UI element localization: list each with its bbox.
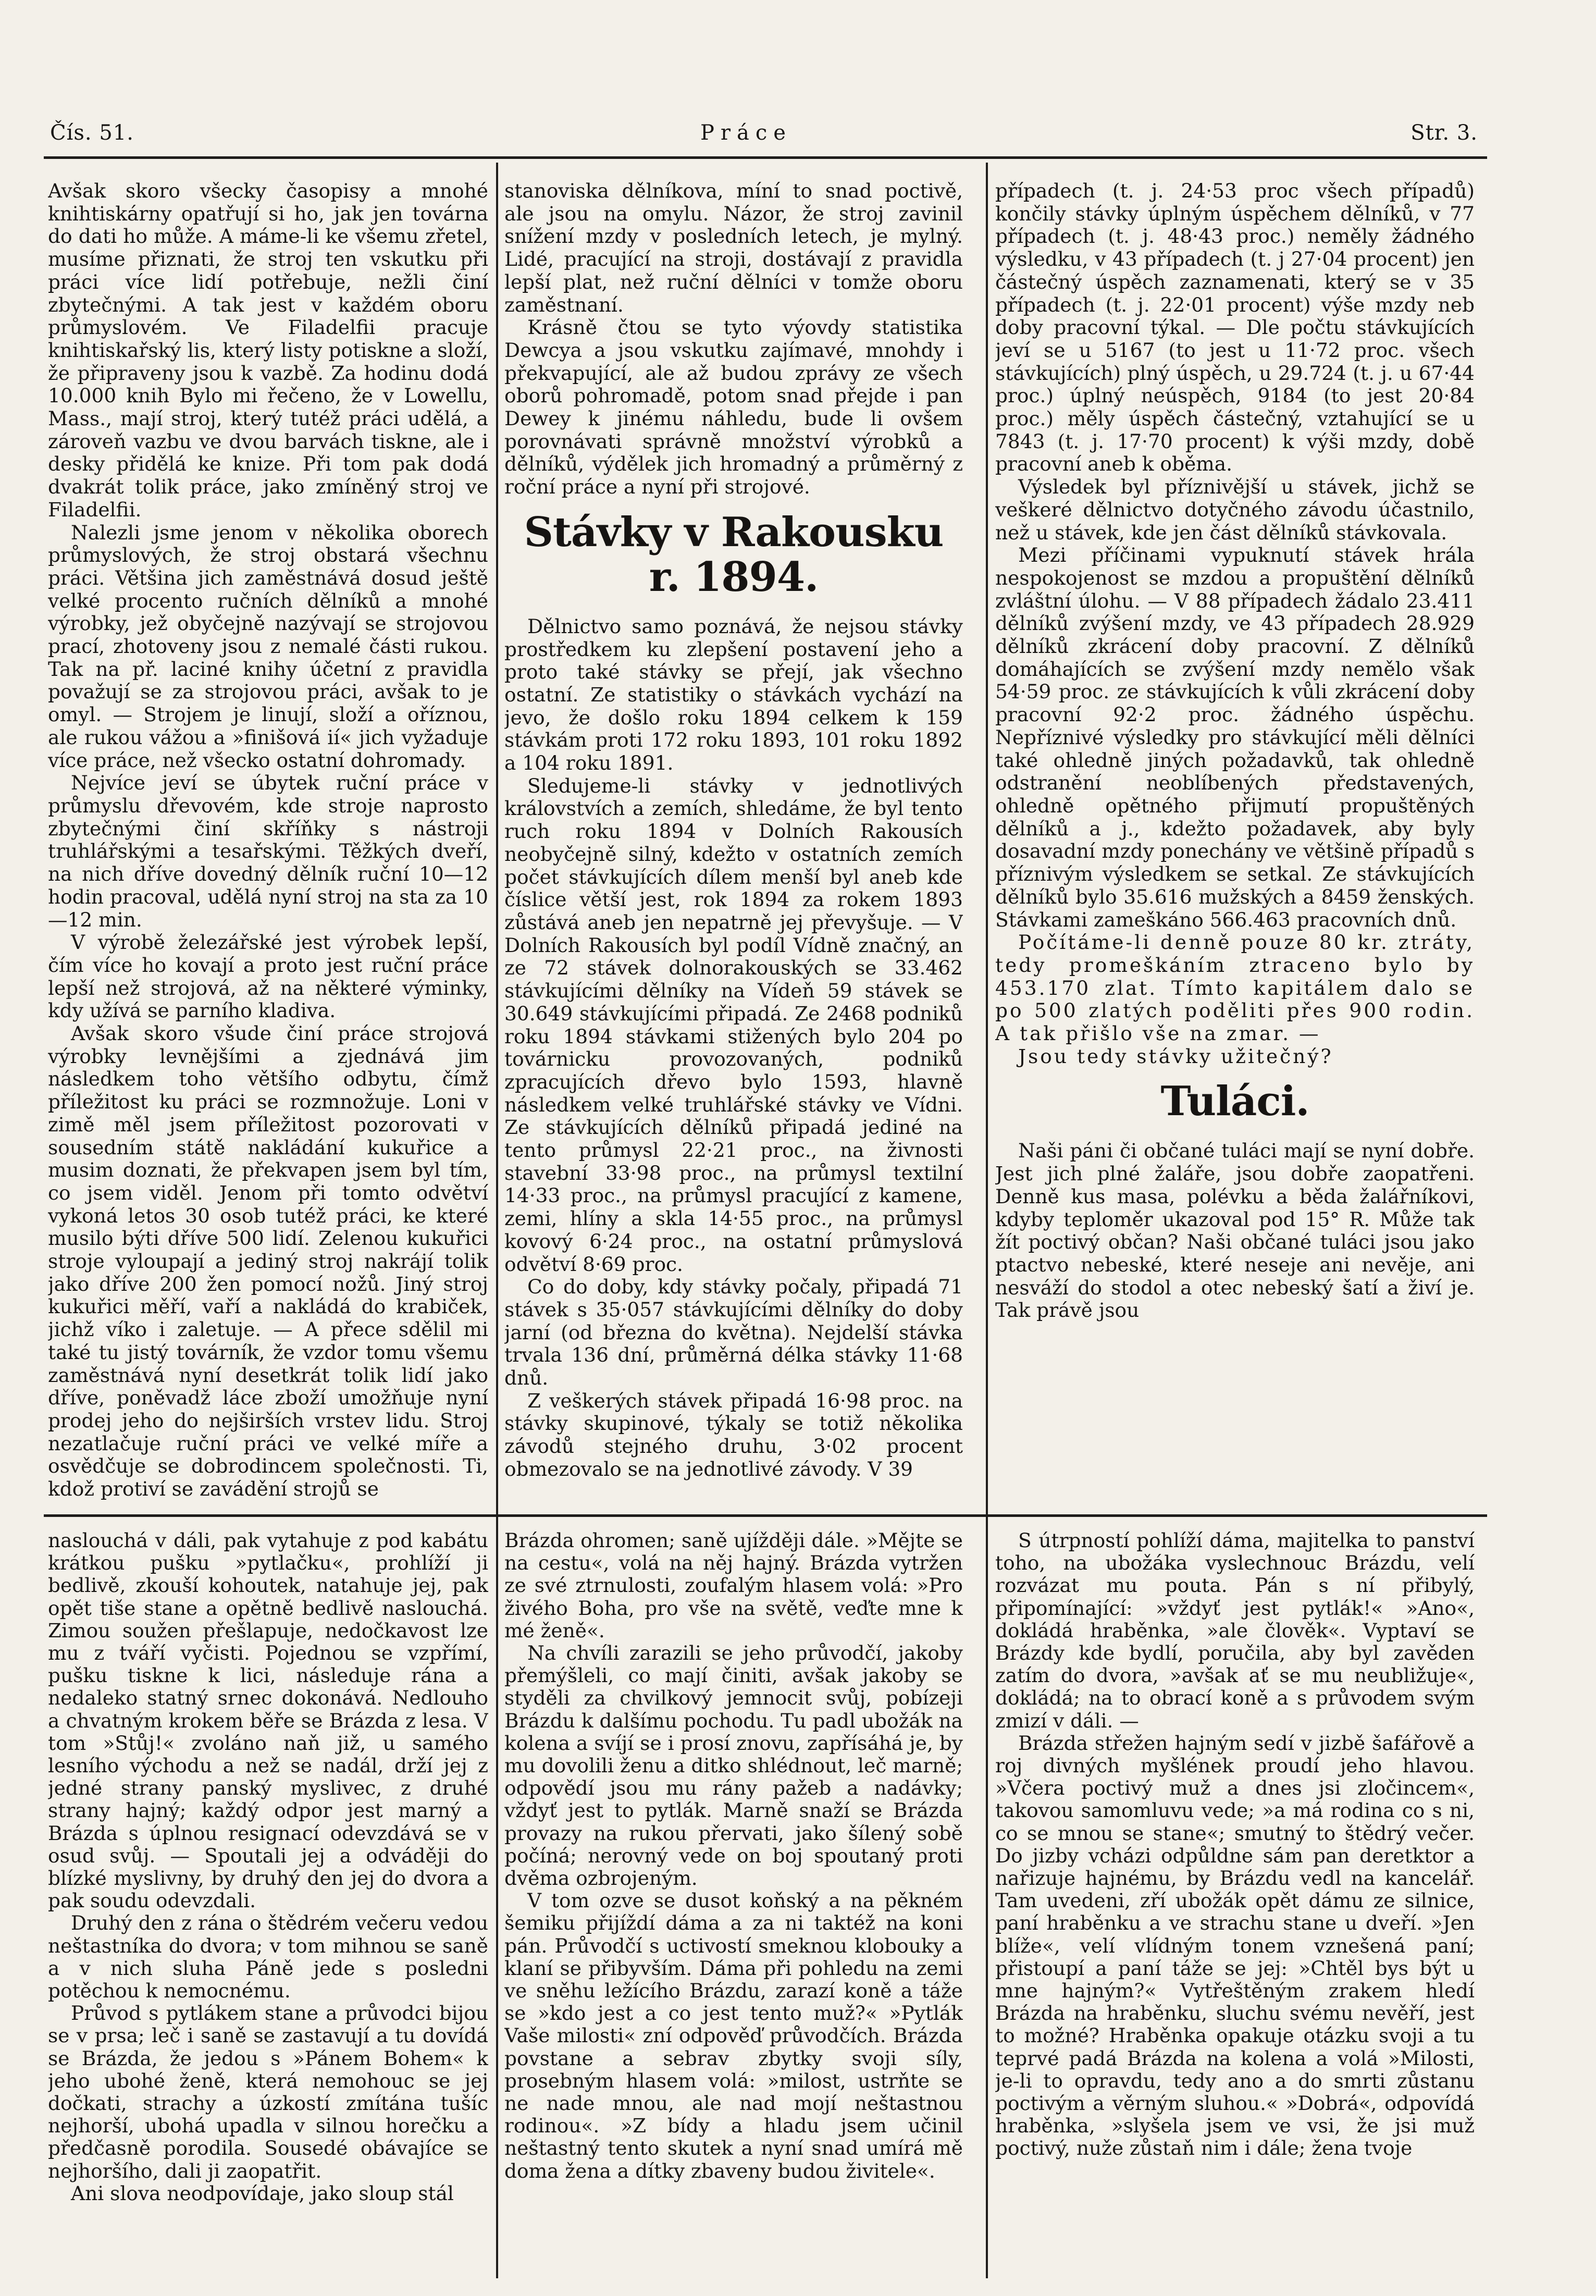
paragraph: případech (t. j. 24·53 proc všech případů) končily stávky úplným úspěchem dělníků, v 77 případech (t. j. 48·43 proc.) neměly žádného výsledku, v 43 případech (t. j 27·04 procent) jen částečný úspěch zaznamenati, který se v 35 případech (t. j. 22·01 procent) výše mzdy neb doby pracovní týkal. — Dle počtu stávkujících jeví se u 5167 (to jest u 11·72 proc. všech stávkujících) plný úspěch, u 29.724 (t. j. u 67·44 proc.) úplný neúspěch, 9184 (to jest 20·84 proc.) měly úspěch částečný, vztahující se u 7843 (t. j. 17·70 procent) k výši mzdy, době pracovní aneb k oběma.: [995, 180, 1475, 476]
paragraph: Z veškerých stávek připadá 16·98 proc. na stávky skupinové, týkaly se totiž několika závodů stejného druhu, 3·02 procent obmezovalo se na jednotlivé závody. V 39: [504, 1389, 963, 1480]
paragraph-spaced: Počítáme-li denně pouze 80 kr. ztráty, tedy promeškáním ztraceno bylo by 453.170 zlat. Tímto kapitálem dalo se po 500 zlatých poděliti přes 900 rodin. A tak přišlo vše na zmar. —: [995, 931, 1475, 1045]
paragraph: S útrpností pohlíží dáma, majitelka to panství toho, na ubožáka vyslechnouc Brázdu, velí rozvázat mu pouta. Pán s ní přibylý, připomínající: »vždyť jest pytlák!« »Ano«, dokládá hraběnka, »ale člověk«. Vyptaví se Brázdy kde bydlí, poručila, aby byl zavěden zatím do dvora, »avšak ať se mu neubližuje«, dokládá; na to obrací koně a s průvodem svým zmizí v dáli. —: [995, 1529, 1475, 1732]
paragraph: Nalezli jsme jenom v několika oborech průmyslových, že stroj obstará všechnu práci. Většina jich zaměstnává dosud ještě velké procento ručních dělníků a mnohé výrobky, jež obyčejně nazývají se strojovou prací, zhotoveny jsou z nemalé části rukou. Tak na př. laciné knihy účetní z pravidla považují se za strojovou práci, avšak to je omyl. — Strojem je linují, složí a oříznou, ale rukou vážou a »finišová ií« jich vyžaduje více práce, než všecko ostatní dohromady.: [48, 521, 488, 772]
heading-vagrants: Tuláci.: [1160, 1078, 1309, 1126]
paragraph: V výrobě železářské jest výrobek lepší, čím více ho kovají a proto jest ruční práce lepší než strojová, až na některé výminky, kdy užívá se parního kladiva.: [48, 931, 488, 1022]
paragraph: Avšak skoro všude činí práce strojová výrobky levnějšími a zjednává jim následkem toho většího odbytu, čímž příležitost ku práci se rozmnožuje. Loni v zimě měl jsem příležitost pozorovati v sousedním státě nakládání kukuřice a musim doznati, že překvapen jsem byl tím, co jsem viděl. Jenom při tomto odvětví vykoná letos 30 osob tutéž práci, ke které musilo býti dříve 500 lidí. Zelenou kukuřici stroje vyloupají a jediný stroj nakrájí tolik jako dříve 200 žen pomocí nožů. Jiný stroj kukuřici měří, vaří a nakládá do krabiček, jichž víko i zaletuje. — A přece sdělil mi také tu jistý továrník, že vzdor tomu všemu zaměstnává nyní desetkrát tolik lidí jako dříve, poněvadž láce zboží umožňuje nyní prodej jeho do nejširších vrstev lidu. Stroj nezatlačuje ruční práci ve velké míře a osvědčuje se dobrodincem společnosti. Ti, kdož protiví se zavádění strojů se: [48, 1022, 488, 1501]
paragraph: Naši páni či občané tuláci mají se nyní dobře. Jest jich plné žaláře, jsou dobře zaopatřeni. Denně kus masa, polévku a běda žalářníkovi, kdyby teploměr ukazoval pod 15° R. Může tak žít poctivý občan? Naši občané tuláci jsou jako ptactvo nebeské, které neseje ani nevěje, ani nesváží do stodol a otec nebeský šatí a živí je. Tak právě jsou: [995, 1139, 1475, 1322]
article-machines-continued: [48, 180, 488, 1509]
story-column-1: [48, 1529, 488, 2280]
paragraph: Brázda ohromen; saně ujížději dále. »Mějte se na cestu«, volá na něj hajný. Brázda vytržen ze své ztrnulosti, zoufalým hlasem volá: »Pro živého Boha, pro vše na světě, veďte mne k mé ženě«.: [504, 1529, 963, 1642]
section-divider: [44, 1514, 1487, 1517]
paragraph: Krásně čtou se tyto výovdy statistika Dewcya a jsou vskutku zajímavé, mnohdy i překvapující, ale až budou zprávy ze všech oborů pohromadě, potom snad přejde i pan Dewey k jinému náhledu, bude li ovšem porovnávati správně množství výrobků a dělníků, výdělek jich hromadný a průměrný z roční práce a nyní při strojové.: [504, 316, 963, 499]
paragraph: Nejvíce jeví se úbytek ruční práce v průmyslu dřevovém, kde stroje naprosto zbytečnými činí skříňky s nástroji truhlářskými a tesařskými. Těžkých dveří, na nich dříve dovedný dělník ruční 10—12 hodin pracoval, udělá nyní stroj na sta za 10—12 min.: [48, 771, 488, 931]
story-column-2: [504, 1529, 963, 2280]
paragraph: Mezi příčinami vypuknutí stávek hrála nespokojenost se mzdou a propuštění dělníků zvláštní úlohu. — V 88 případech žádalo 23.411 dělníků zvýšení mzdy, ve 43 případech 28.929 dělníků zkrácení doby pracovní. Z dělníků domáhajících se zvýšení mzdy nemělo však 54·59 proc. ze stávkujících k vůli zkrácení doby pracovní 92·2 proc. žádného úspěchu. Nepříznivé výsledky pro stávkující měli dělníci také ohledně jiných požadavků, tak ohledně odstranění neoblíbených představených, ohledně opětného přijmutí propuštěných dělníků a j., kdežto požadavek, aby byly dosavadní mzdy ponechány ve většině případů s příznivým výsledkem se setkal. Ze stávkujících dělníků bylo 35.616 mužských a 8459 ženských. Stávkami zameškáno 566.463 pracovních dnů.: [995, 544, 1475, 931]
heading-strikes: Stávky v Rakousku r. 1894.: [524, 508, 944, 601]
paragraph: Co do doby, kdy stávky počaly, připadá 71 stávek s 35·057 stávkujícími dělníky do doby jarní (od března do května). Nejdelší stávka trvala 136 dní, průměrná délka stávky 11·68 dnů.: [504, 1275, 963, 1390]
page-number: Str. 3.: [1411, 121, 1478, 145]
paragraph: Ani slova neodpovídaje, jako sloup stál: [71, 2181, 454, 2205]
paragraph: Druhý den z rána o štědrém večeru vedou neštastníka do dvora; v tom mihnou se saně a v nich sluha Páně jede s posledni potěchou k nemocnému.: [48, 1911, 488, 2003]
article-strikes-continued: [995, 180, 1475, 1509]
header-rule: [44, 156, 1487, 159]
paragraph: Avšak skoro všecky časopisy a mnohé knihtiskárny opatřují si ho, jak jen továrna do dati ho může. A máme-li ke všemu zřetel, musíme přiznati, že stroj ten vskutku při práci více lidí potřebuje, nežli činí zbytečnými. A tak jest v každém oboru průmyslovém. Ve Filadelfii pracuje knihtiskařský lis, který listy potiskne a složí, že připraveny jsou k vazbě. Za hodinu dodá 10.000 knih Bylo mi řečeno, že v Lowellu, Mass., mají stroj, který tutéž práci udělá, a zároveň vazbu ve dvou barvách tiskne, ale i desky přidělá ke knize. Při tom pak dodá dvakrát tolik práce, jako zmíněný stroj ve Filadelfii.: [48, 180, 488, 521]
paragraph: Brázda střežen hajným sedí v jizbě šafářově a roj divných myšlének proudí jeho hlavou. »Včera poctivý muž a dnes jsi zločincem«, takovou samomluvu vede; »a má rodina co s ni, co se mnou se stane«; smutný to štědrý večer. Do jizby vcházi odpůldne sám pan deretktor a nařizuje hajnému, by Brázdu vedl na kancelář. Tam uvedeni, zří ubožák opět dámu ze silnice, paní hraběnku a ve strachu stane u dveří. »Jen blíže«, velí vlídným tonem vznešená paní; přistoupí a paní táže se jej: »Chtěl bys být u mne hajným?« Vytřeštěným zrakem hledí Brázda na hraběnku, sluchu svému nevěří, jest to možné? Hraběnka opakuje otázku svoji a tu teprvé padá Brázda na kolena a volá »Milosti, je-li to opravdu, tedy ano a do smrti zůstanu poctivým a věrným sluhou.« »Dobrá«, odpovídá hraběnka, »slyšela jsem ve vsi, že jsi muž poctivý, nuže zůstaň nim i dále; žena tvoje: [995, 1731, 1475, 2160]
paragraph: Sledujeme-li stávky v jednotlivých královstvích a zemích, shledáme, že byl tento ruch roku 1894 v Dolních Rakousích neobyčejně silný, kdežto v ostatních zemích počet stávkujících dílem menší byl aneb kde číslice větší jest, rok 1894 za rokem 1893 zůstává aneb jen nepatrně jej převyšuje. — V Dolních Rakousích byl podíl Vídně značný, an ze 72 stávek dolnorakouských se 33.462 stávkujícími dělníky na Vídeň 59 stávek se 30.649 stávkujícími připadá. Ze 2468 podniků roku 1894 stávkami stižených bylo 204 po továrnicku provozovaných, podniků zpracujících dřevo bylo 1593, hlavně následkem velké truhlářské stávky ve Vídni. Ze stávkujících dělníků připadá jediné na tento průmysl 22·21 proc., na živnosti stavební 33·98 proc., na průmysl textilní 14·33 proc., na průmysl pracující z kamene, zemi, hlíny a skla 14·55 proc., na průmysl kovový 6·24 proc., na ostatní průmyslová odvětví 8·69 proc.: [504, 774, 963, 1276]
story-column-3: [995, 1529, 1475, 2280]
paragraph: Průvod s pytlákem stane a průvodci bijou se v prsa; leč i saně se zastavují a tu dovídá se Brázda, že jedou s »Pánem Bohem« k jeho ubohé ženě, která nemohouc se jej dočkati, strachy a úzkostí zmítána tušíc nejhorší, ubohá upadla v silnou horečku a předčasně porodila. Sousedé obávajíce se nejhoršího, dali ji zaopatřit.: [48, 2002, 488, 2182]
paragraph: naslouchá v dáli, pak vytahuje z pod kabátu krátkou pušku »pytlačku«, prohlíží ji bedlivě, zkouší kohoutek, natahuje jej, pak opět tiše stane a opětně bedlivě naslouchá. Zimou soužen přešlapuje, nedočkavost lze mu z tváří vyčisti. Pojednou se vzpřímí, pušku tiskne k lici, následuje rána a nedaleko statný srnec dokonává. Nedlouho a chvatným krokem běře se Brázda z lesa. V tom »Stůj!« zvoláno naň již, u samého lesního východu a než se nadál, drží jej z jedné strany panský myslivec, z druhé strany hajný; každý odpor jest marný a Brázda s úplnou resignací odevzdává se v osud svůj. — Spoutali jej a odváději do blízké myslivny, by druhý den jej do dvora a pak soudu odevzdali.: [48, 1529, 488, 1912]
paragraph: stanoviska dělníkova, míní to snad poctivě, ale jsou na omylu. Názor, že stroj zavinil snížení mzdy v posledních letech, je mylný. Lidé, pracující na stroji, dostávají z pravidla lepší plat, než ruční dělníci v tomže oboru zaměstnaní.: [504, 180, 963, 316]
article-strikes: [504, 180, 963, 1509]
issue-number: Čís. 51.: [50, 121, 134, 145]
paragraph-spaced: Jsou tedy stávky užitečný?: [1018, 1044, 1333, 1068]
paragraph: Výsledek byl příznivější u stávek, jichž se veškeré dělnictvo dotyčného závodu účastnilo, než u stávek, kde jen část dělníků stávkovala.: [995, 475, 1475, 544]
paragraph: V tom ozve se dusot koňský a na pěkném šemiku přijíždí dáma a za ni taktéž na koni pán. Průvodčí s uctivostí smeknou klobouky a klaní se přibyvším. Dáma při pohledu na zemi ve sněhu ležícího Brázdu, zarazí koně a táže se »kdo jest a co jest tento muž?« »Pytlák Vaše milosti« zní odpověď průvodčích. Brázda povstane a sebrav zbytky svoji síly, prosebným hlasem volá: »milost, ustrňte se ne nade mnou, ale nad mojí neštastnou rodinou«. »Z bídy a hladu jsem učinil neštastný tento skutek a nyní snad umírá mě doma žena a dítky zbaveny budou živitele«.: [504, 1889, 963, 2182]
page-header: [50, 121, 1478, 152]
column-rule-2: [986, 163, 988, 2278]
paragraph: Dělnictvo samo poznává, že nejsou stávky prostředkem ku zlepšení postavení jeho a proto také stávky se přejí, jak všechno ostatní. Ze statistiky o stávkách vychází na jevo, že došlo roku 1894 celkem k 159 stávkám proti 172 roku 1893, 101 roku 1892 a 104 roku 1891.: [504, 614, 963, 775]
paragraph: Na chvíli zarazili se jeho průvodčí, jakoby přemýšleli, co mají činiti, avšak jakoby se styděli za chvilkový jemnocit svůj, pobízeji Brázdu k dalšímu pochodu. Tu padl ubožák na kolena a svíjí se i prosí znovu, zapřísáhá je, by mu dovolili ženu a ditko shlédnout, leč marně; odpovědí jsou mu rány pažeb a nadávky; vždyť jest to pytlák. Marně snaží se Brázda provazy na rukou přervati, jako šílený sobě počíná; nerovný vede on boj spoutaný proti dvěma ozbrojeným.: [504, 1641, 963, 1890]
masthead-title: Práce: [700, 121, 792, 145]
column-rule-1: [496, 163, 498, 2278]
